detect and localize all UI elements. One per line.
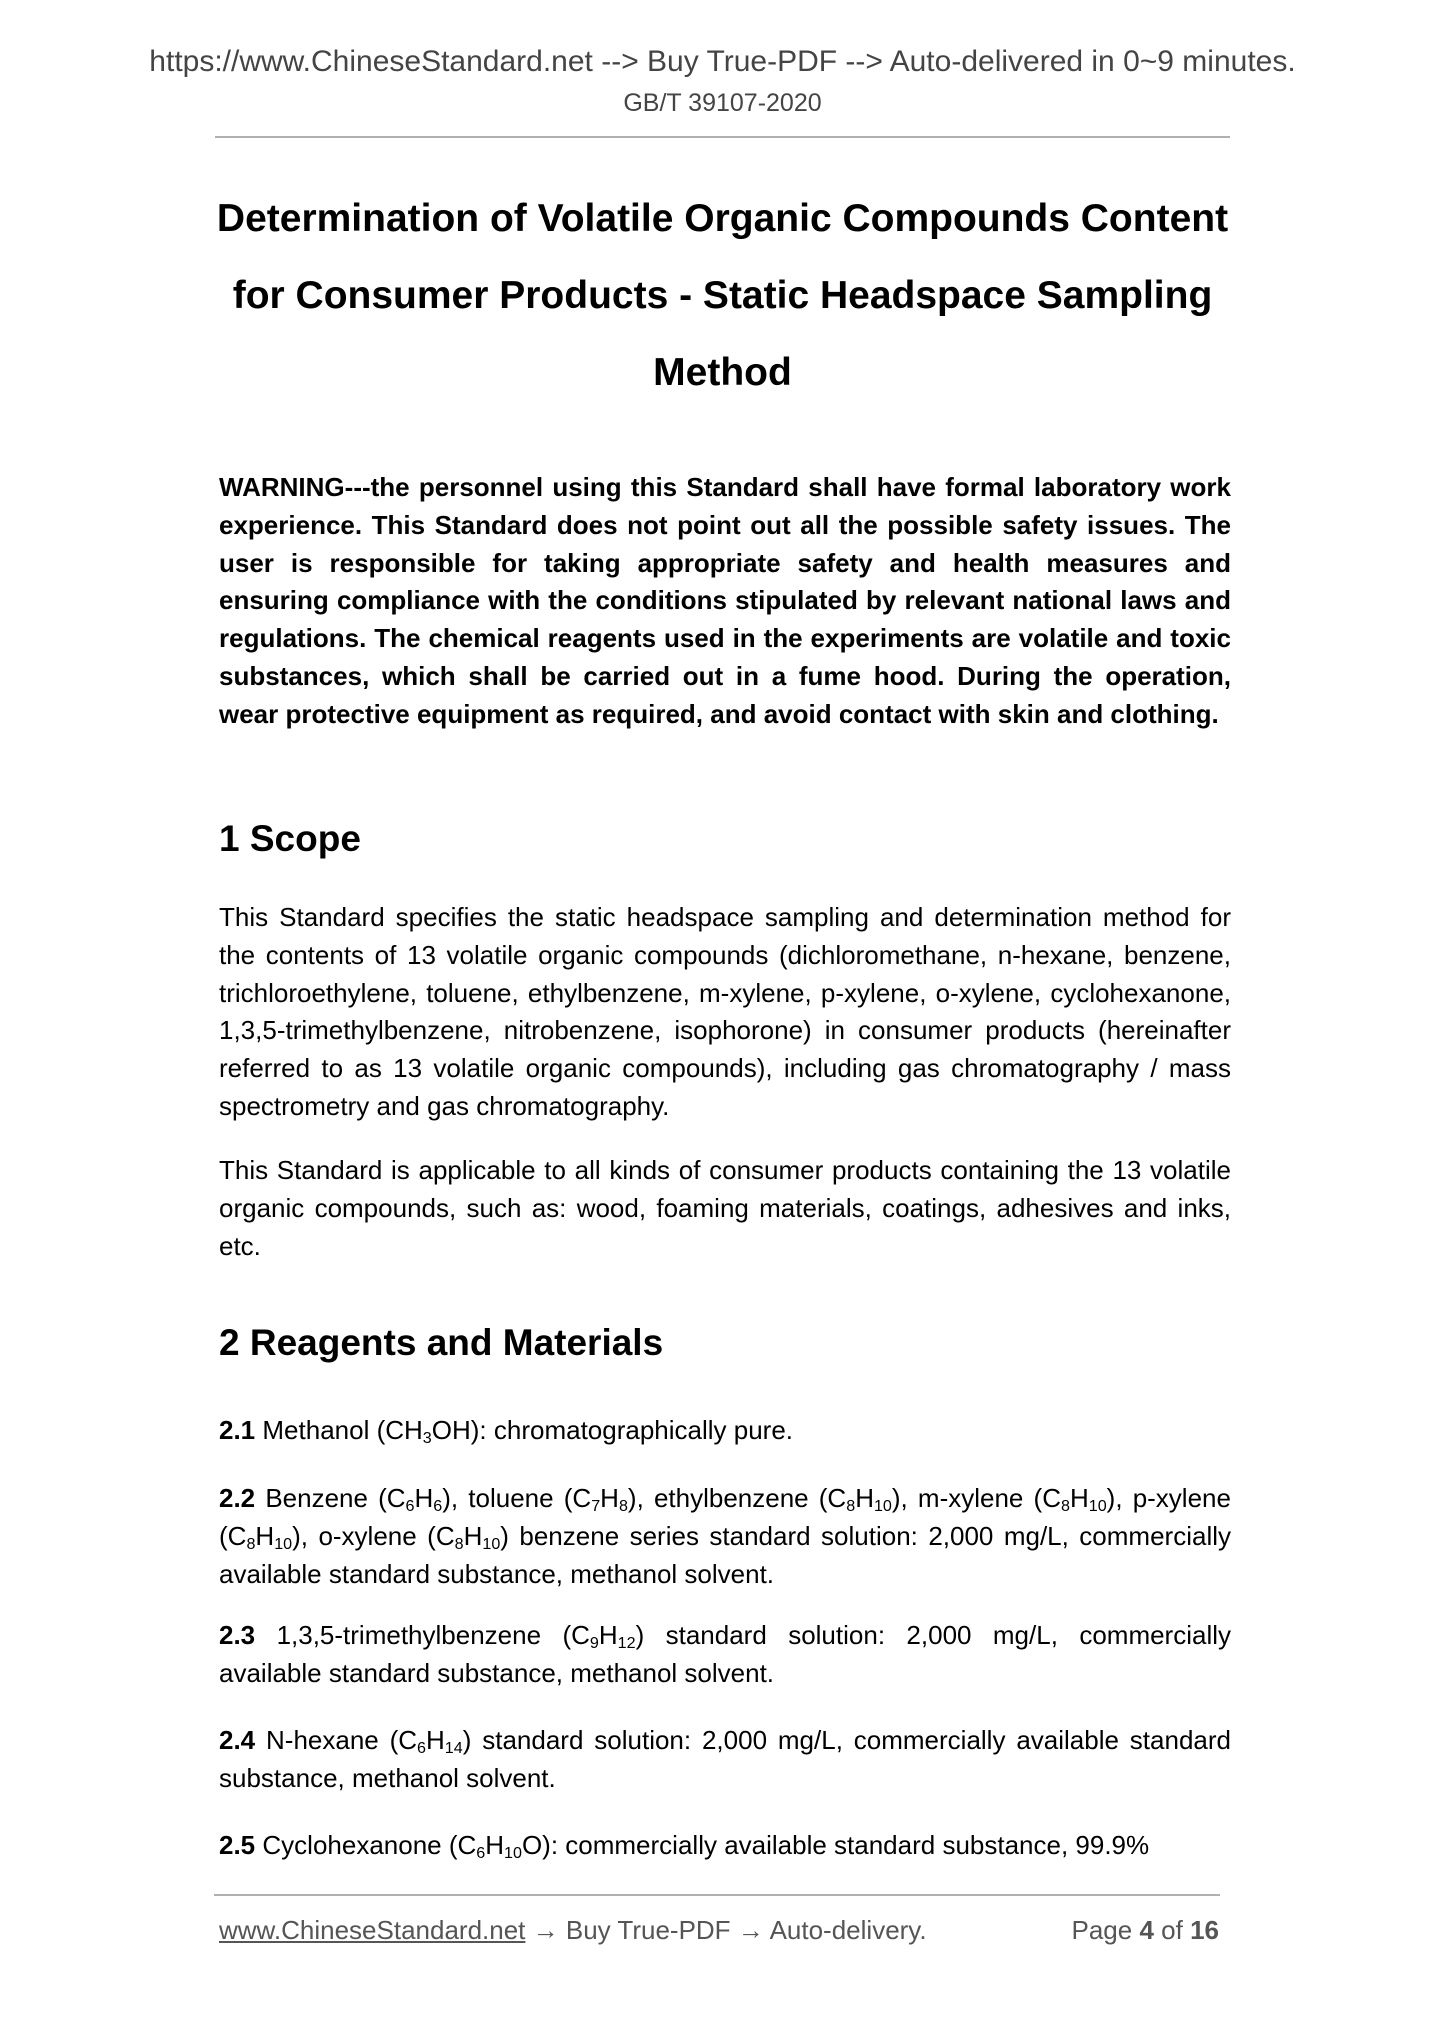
- page-label: Page: [1071, 1915, 1133, 1945]
- total-pages: 16: [1190, 1915, 1219, 1945]
- subscript: 6: [417, 1739, 427, 1758]
- subscript: 9: [589, 1634, 599, 1653]
- subscript: 6: [433, 1497, 443, 1516]
- subscript: 8: [246, 1534, 256, 1553]
- current-page: 4: [1139, 1915, 1154, 1945]
- scope-paragraph: This Standard specifies the static headspace sampling and determination method for the contents of 13 volatile organic compounds (dichloromethane, n-hexane, benzene, trichloroethylene, toluene, ethylbenzene, m-xylene, p-xylene, o-xylene, cyclohexanone, 1,3,5-trimethylbenzene, nitrobenzene, isophorone) in consumer products (hereinafter referred to as 13 volatile organic compounds), including gas chromatography / mass spectrometry and gas chromatography.: [219, 902, 1231, 1121]
- item-text: Methanol $(CH_3OH)$: chromatographically pure.: [262, 1415, 794, 1448]
- title-line: for Consumer Products - Static Headspace Sampling: [232, 274, 1213, 317]
- footer: [219, 1913, 1219, 1947]
- subscript: 6: [476, 1844, 486, 1863]
- item-number: 2.1: [219, 1415, 256, 1445]
- scope-paragraph: This Standard is applicable to all kinds of consumer products containing the 13 volatile organic compounds, such as: wood, foaming materials, coatings, adhesives and inks, etc.: [219, 1155, 1231, 1261]
- subscript: 8: [846, 1497, 856, 1516]
- of-label: of: [1161, 1915, 1183, 1945]
- section-heading-scope: 1 Scope: [219, 818, 361, 859]
- warning-paragraph: WARNING---the personnel using this Standard shall have formal laboratory work experience. This Standard does not point out all the possible safety issues. The user is responsible for taking appropriate safety and health measures and ensuring compliance with the conditions stipulated by relevant national laws and regulations. The chemical reagents used in the experiments are volatile and toxic substances, which shall be carried out in a fume hood. During the operation, wear protective equipment as required, and avoid contact with skin and clothing.: [219, 472, 1231, 729]
- page-indicator: [1071, 1913, 1219, 1947]
- item-text: Benzene $(C_6H_6)$, toluene $(C_7H_8)$, ethylbenzene $(C_8H_{10})$, m-xylene $(C_8H_{10})$, p-xylene $(C_8H_{10})$, o-xylene $(C_8H_{10})$ benzene series standard solution: 2,000 mg/L, commercially available standard substance, methanol solvent.: [219, 1483, 1231, 1589]
- subscript: 8: [1060, 1497, 1070, 1516]
- title-line: Method: [653, 351, 792, 394]
- item-number: 2.2: [219, 1483, 256, 1513]
- item-number: 2.5: [219, 1830, 256, 1860]
- subscript: 10: [1088, 1497, 1107, 1516]
- header-banner: https://www.ChineseStandard.net --> Buy True-PDF --> Auto-delivered in 0~9 minutes.: [149, 45, 1296, 78]
- subscript: 3: [422, 1429, 432, 1448]
- subscript: 7: [591, 1497, 601, 1516]
- subscript: 12: [617, 1634, 636, 1653]
- footer-site-link[interactable]: www.ChineseStandard.net: [219, 1915, 526, 1945]
- subscript: 10: [504, 1844, 522, 1863]
- title-line: Determination of Volatile Organic Compounds Content: [216, 197, 1229, 240]
- subscript: 6: [405, 1497, 415, 1516]
- subscript: 10: [274, 1534, 293, 1553]
- reagent-item: [219, 1827, 1231, 1865]
- item-number: 2.3: [219, 1620, 256, 1650]
- item-text: Cyclohexanone $(C_6H_{10}O)$: commercially available standard substance, 99.9%: [262, 1830, 1150, 1863]
- subscript: 8: [454, 1534, 464, 1553]
- item-number: 2.4: [219, 1725, 256, 1755]
- standard-code: GB/T 39107-2020: [623, 89, 822, 117]
- subscript: 8: [618, 1497, 628, 1516]
- header-divider: [215, 136, 1230, 138]
- footer-divider: [214, 1894, 1220, 1896]
- reagent-item: [219, 1722, 1231, 1798]
- subscript: 10: [482, 1534, 501, 1553]
- item-text: 1,3,5-trimethylbenzene $(C_9H_{12})$ standard solution: 2,000 mg/L, commercially available standard substance, methanol solvent.: [219, 1620, 1232, 1688]
- item-text: N-hexane $(C_6H_{14})$ standard solution: 2,000 mg/L, commercially available standard substance, methanol solvent.: [219, 1725, 1231, 1793]
- reagent-item: [219, 1617, 1231, 1693]
- reagent-item: [219, 1412, 1231, 1450]
- section-heading-reagents: 2 Reagents and Materials: [219, 1322, 664, 1363]
- subscript: 14: [444, 1739, 463, 1758]
- footer-tagline: → Buy True-PDF → Auto-delivery.: [525, 1915, 927, 1945]
- document-title: [215, 180, 1230, 411]
- subscript: 10: [873, 1497, 892, 1516]
- reagent-item: [219, 1480, 1231, 1593]
